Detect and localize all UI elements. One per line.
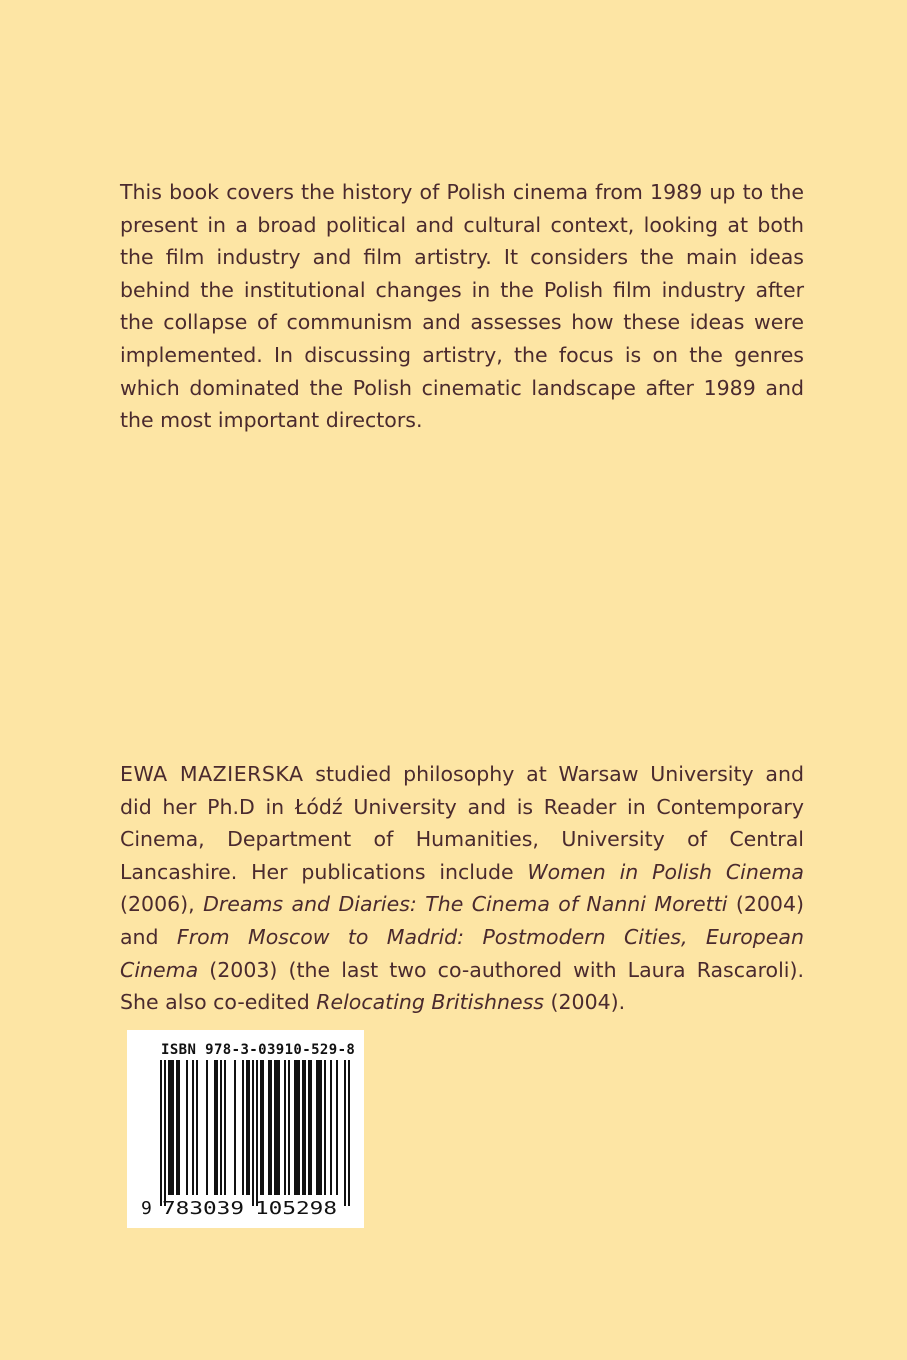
book-title: Relocating Britishness <box>316 990 544 1015</box>
barcode-bar <box>224 1060 226 1195</box>
barcode-bar <box>192 1060 194 1195</box>
author-name: EWA MAZIERSKA <box>120 762 304 786</box>
barcode-bar <box>256 1060 258 1206</box>
ean-left-digits: 783039 <box>162 1198 244 1219</box>
barcode-bar <box>168 1060 174 1195</box>
book-title: Women in Polish Cinema <box>527 859 804 884</box>
barcode-bar <box>284 1060 286 1195</box>
barcode-bar <box>260 1060 264 1195</box>
barcode-bar <box>252 1060 254 1206</box>
barcode-bar <box>316 1060 322 1195</box>
author-bio <box>120 758 804 1019</box>
barcode-bar <box>294 1060 300 1195</box>
isbn-barcode <box>127 1030 364 1228</box>
isbn-label: ISBN 978-3-03910-529-8 <box>161 1042 356 1058</box>
bio-text: (2004) and <box>120 892 804 949</box>
barcode-bar <box>324 1060 326 1195</box>
book-title: From Moscow to Madrid: Postmodern Cities, European Cinema <box>120 924 804 982</box>
barcode-bar <box>274 1060 280 1195</box>
bio-text: (2006), <box>120 892 204 917</box>
barcode-bar <box>330 1060 332 1195</box>
barcode-bar <box>214 1060 218 1195</box>
barcode-bar <box>160 1060 162 1206</box>
barcode-bar <box>234 1060 236 1195</box>
book-title: Dreams and Diaries: The Cinema of Nanni Moretti <box>203 892 728 917</box>
bio-text: (2003) (the last two co-authored with Laura Rascaroli). She also co-edited <box>120 957 804 1015</box>
bio-text: (2004). <box>543 990 626 1015</box>
barcode-bar <box>242 1060 244 1195</box>
ean-right-digits: 105298 <box>255 1198 337 1219</box>
barcode-bar <box>308 1060 312 1195</box>
barcode-bar <box>344 1060 346 1206</box>
barcode-bar <box>164 1060 166 1206</box>
barcode-bar <box>196 1060 198 1195</box>
barcode-bar <box>268 1060 272 1195</box>
barcode-bar <box>220 1060 222 1195</box>
bio-text: studied philosophy at Warsaw University and did her Ph.D in Łódź University and is Reader in Contemporary Cinema, Department of Humanities, University of Central Lancashire. Her publications include <box>120 762 804 884</box>
ean-first-digit: 9 <box>141 1198 152 1219</box>
back-cover-blurb: This book covers the history of Polish cinema from 1989 up to the present in a broad political and cultural context, looking at both the film industry and film artistry. It considers the main ideas behind the institutional changes in the Polish film industry after the collapse of communism and assesses how these ideas were implemented. In discussing artistry, the focus is on the genres which dominated the Polish cinematic landscape after 1989 and the most important directors. <box>120 180 804 433</box>
barcode-bar <box>186 1060 188 1195</box>
barcode-bars <box>127 1030 364 1228</box>
barcode-bar <box>348 1060 350 1206</box>
barcode-bar <box>288 1060 290 1195</box>
barcode-bar <box>206 1060 208 1195</box>
barcode-bar <box>302 1060 306 1195</box>
barcode-bar <box>176 1060 180 1195</box>
barcode-bar <box>336 1060 338 1195</box>
barcode-bar <box>246 1060 250 1195</box>
